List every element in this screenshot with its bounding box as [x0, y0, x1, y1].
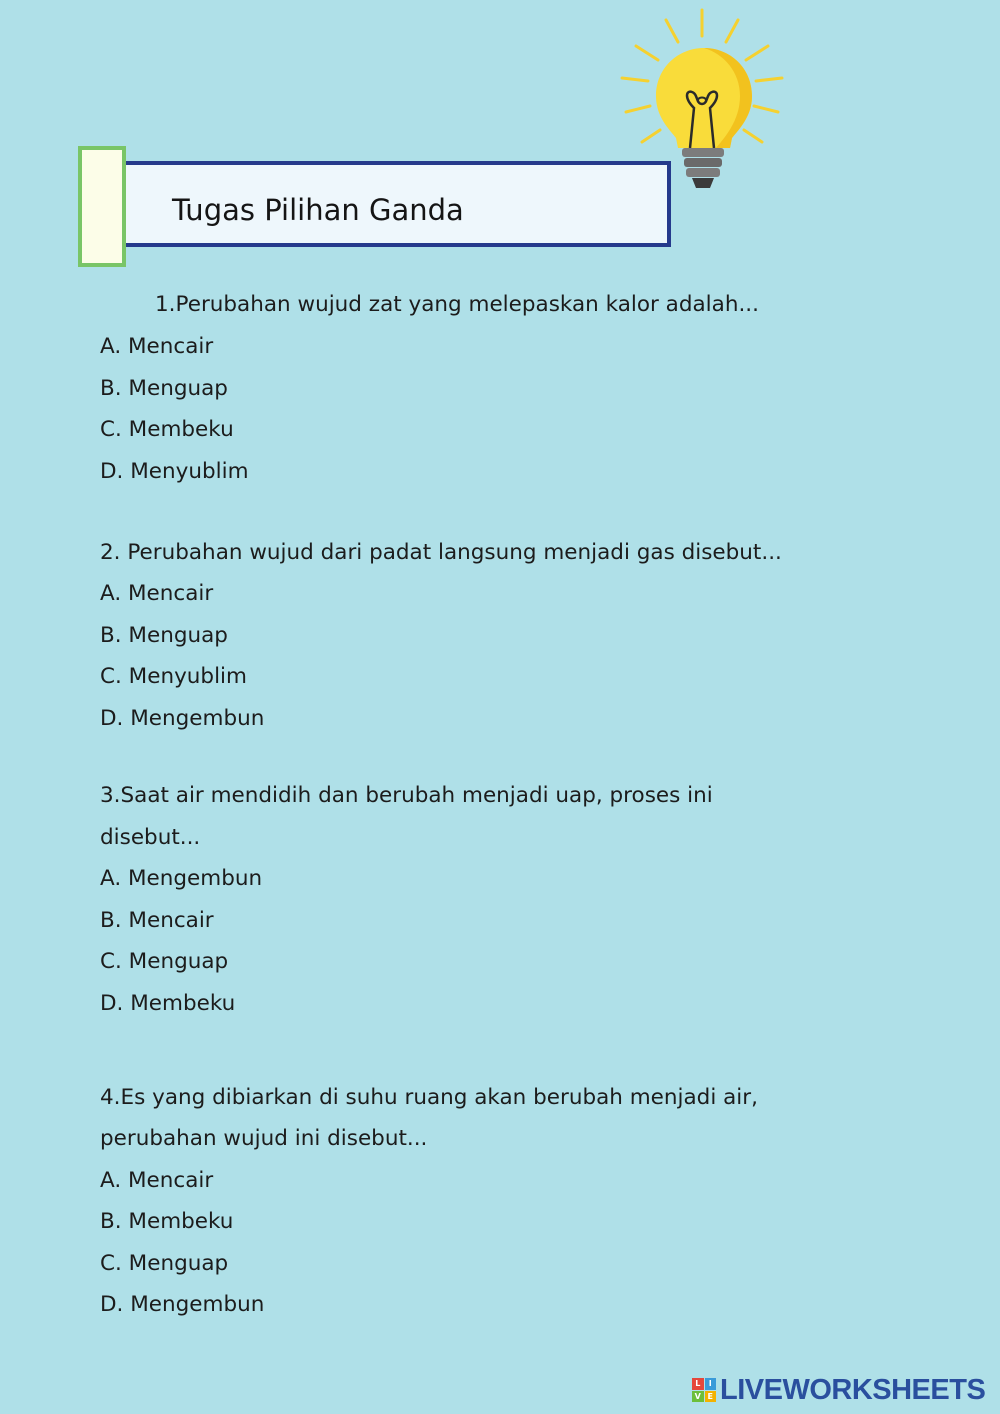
page-title: Tugas Pilihan Ganda: [172, 193, 464, 227]
question-3-option-d[interactable]: D. Membeku: [100, 991, 236, 1016]
question-2-option-c[interactable]: C. Menyublim: [100, 664, 247, 689]
question-2-text: 2. Perubahan wujud dari padat langsung menjadi gas disebut...: [100, 540, 782, 565]
question-3-option-a[interactable]: A. Mengembun: [100, 866, 263, 891]
question-1-option-b[interactable]: B. Menguap: [100, 376, 228, 401]
question-4-text-cont: perubahan wujud ini disebut...: [100, 1126, 428, 1151]
question-1-option-a[interactable]: A. Mencair: [100, 334, 214, 359]
logo-text: LIVEWORKSHEETS: [720, 1373, 986, 1406]
logo-mark-letter: E: [705, 1391, 717, 1403]
question-4-option-d[interactable]: D. Mengembun: [100, 1292, 265, 1317]
liveworksheets-logo: [692, 1374, 985, 1406]
title-accent: [78, 146, 126, 267]
question-4-option-a[interactable]: A. Mencair: [100, 1168, 214, 1193]
question-2-option-b[interactable]: B. Menguap: [100, 623, 228, 648]
question-1-option-d[interactable]: D. Menyublim: [100, 459, 249, 484]
question-3-option-b[interactable]: B. Mencair: [100, 908, 214, 933]
question-4-option-c[interactable]: C. Menguap: [100, 1251, 229, 1276]
question-4-text: 4.Es yang dibiarkan di suhu ruang akan berubah menjadi air,: [100, 1085, 758, 1110]
question-1-text: 1.Perubahan wujud zat yang melepaskan kalor adalah...: [155, 292, 759, 317]
logo-mark-letter: I: [705, 1378, 717, 1390]
question-3-text: 3.Saat air mendidih dan berubah menjadi uap, proses ini: [100, 783, 713, 808]
question-4-option-b[interactable]: B. Membeku: [100, 1209, 234, 1234]
question-3-text-cont: disebut...: [100, 825, 201, 850]
question-3-option-c[interactable]: C. Menguap: [100, 949, 229, 974]
logo-mark-letter: V: [692, 1391, 704, 1403]
question-2-option-a[interactable]: A. Mencair: [100, 581, 214, 606]
logo-mark-icon: [692, 1378, 716, 1402]
question-1-option-c[interactable]: C. Membeku: [100, 417, 234, 442]
logo-mark-letter: L: [692, 1378, 704, 1390]
question-2-option-d[interactable]: D. Mengembun: [100, 706, 265, 731]
